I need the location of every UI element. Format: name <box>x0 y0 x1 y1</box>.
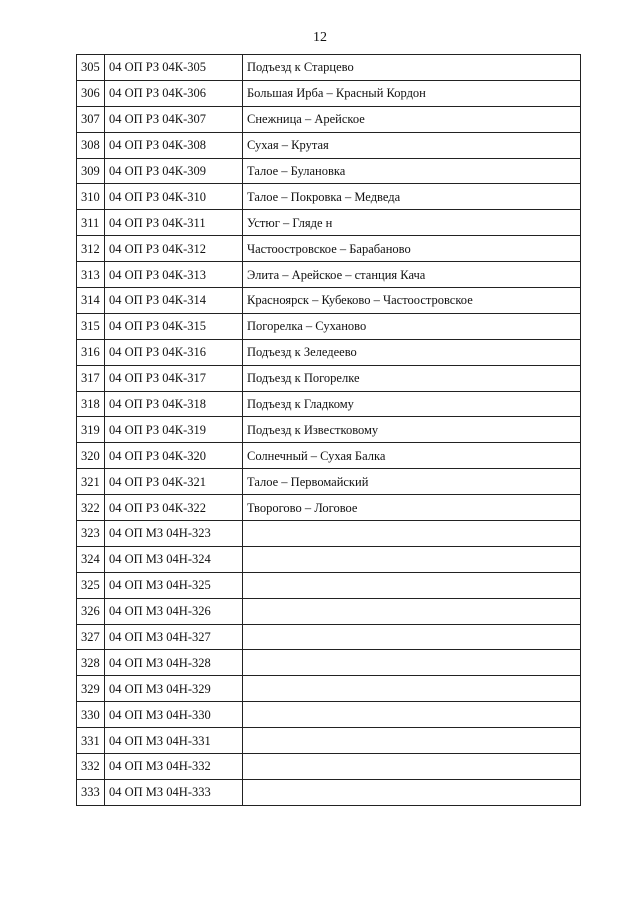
road-name: Подъезд к Известковому <box>243 417 581 443</box>
table-row <box>77 546 581 572</box>
row-number: 308 <box>77 132 105 158</box>
road-code: 04 ОП РЗ 04К-320 <box>105 443 243 469</box>
table-row <box>77 339 581 365</box>
table-row <box>77 779 581 805</box>
row-number: 322 <box>77 495 105 521</box>
row-number: 312 <box>77 236 105 262</box>
road-code: 04 ОП РЗ 04К-316 <box>105 339 243 365</box>
row-number: 318 <box>77 391 105 417</box>
road-code: 04 ОП РЗ 04К-309 <box>105 158 243 184</box>
road-code: 04 ОП РЗ 04К-317 <box>105 365 243 391</box>
table-row <box>77 417 581 443</box>
road-name: Талое – Покровка – Медведа <box>243 184 581 210</box>
row-number: 314 <box>77 288 105 314</box>
row-number: 309 <box>77 158 105 184</box>
table-row <box>77 469 581 495</box>
roads-table <box>76 54 581 806</box>
road-name: Солнечный – Сухая Балка <box>243 443 581 469</box>
road-name <box>243 624 581 650</box>
road-name: Снежница – Арейское <box>243 106 581 132</box>
row-number: 316 <box>77 339 105 365</box>
road-name <box>243 754 581 780</box>
row-number: 306 <box>77 80 105 106</box>
table-row <box>77 598 581 624</box>
road-code: 04 ОП РЗ 04К-305 <box>105 55 243 81</box>
road-code: 04 ОП МЗ 04Н-327 <box>105 624 243 650</box>
row-number: 330 <box>77 702 105 728</box>
road-code: 04 ОП МЗ 04Н-329 <box>105 676 243 702</box>
road-code: 04 ОП МЗ 04Н-330 <box>105 702 243 728</box>
table-row <box>77 313 581 339</box>
table-row <box>77 184 581 210</box>
road-name <box>243 676 581 702</box>
road-code: 04 ОП РЗ 04К-322 <box>105 495 243 521</box>
table-row <box>77 365 581 391</box>
table-row <box>77 236 581 262</box>
road-name <box>243 728 581 754</box>
table-row <box>77 702 581 728</box>
row-number: 328 <box>77 650 105 676</box>
row-number: 307 <box>77 106 105 132</box>
road-code: 04 ОП РЗ 04К-307 <box>105 106 243 132</box>
row-number: 315 <box>77 313 105 339</box>
row-number: 323 <box>77 521 105 547</box>
road-name: Талое – Первомайский <box>243 469 581 495</box>
road-code: 04 ОП РЗ 04К-321 <box>105 469 243 495</box>
table-row <box>77 521 581 547</box>
road-code: 04 ОП РЗ 04К-319 <box>105 417 243 443</box>
road-code: 04 ОП МЗ 04Н-324 <box>105 546 243 572</box>
road-name: Частоостровское – Барабаново <box>243 236 581 262</box>
table-row <box>77 106 581 132</box>
road-name <box>243 546 581 572</box>
road-name: Талое – Булановка <box>243 158 581 184</box>
road-code: 04 ОП РЗ 04К-318 <box>105 391 243 417</box>
row-number: 321 <box>77 469 105 495</box>
row-number: 327 <box>77 624 105 650</box>
road-name: Творогово – Логовое <box>243 495 581 521</box>
road-code: 04 ОП РЗ 04К-312 <box>105 236 243 262</box>
table-row <box>77 132 581 158</box>
table-row <box>77 158 581 184</box>
row-number: 326 <box>77 598 105 624</box>
table-row <box>77 262 581 288</box>
road-code: 04 ОП РЗ 04К-313 <box>105 262 243 288</box>
road-name: Элита – Арейское – станция Кача <box>243 262 581 288</box>
row-number: 311 <box>77 210 105 236</box>
road-name <box>243 521 581 547</box>
table-row <box>77 624 581 650</box>
road-name <box>243 572 581 598</box>
row-number: 305 <box>77 55 105 81</box>
road-name: Красноярск – Кубеково – Частоостровское <box>243 288 581 314</box>
table-row <box>77 80 581 106</box>
road-code: 04 ОП МЗ 04Н-325 <box>105 572 243 598</box>
road-name <box>243 598 581 624</box>
row-number: 331 <box>77 728 105 754</box>
roads-table-body <box>77 55 581 806</box>
page-number: 12 <box>313 30 327 45</box>
table-row <box>77 210 581 236</box>
road-name: Подъезд к Зеледеево <box>243 339 581 365</box>
row-number: 320 <box>77 443 105 469</box>
table-row <box>77 391 581 417</box>
row-number: 313 <box>77 262 105 288</box>
row-number: 329 <box>77 676 105 702</box>
road-code: 04 ОП РЗ 04К-311 <box>105 210 243 236</box>
table-row <box>77 288 581 314</box>
road-code: 04 ОП МЗ 04Н-332 <box>105 754 243 780</box>
row-number: 333 <box>77 779 105 805</box>
road-code: 04 ОП МЗ 04Н-333 <box>105 779 243 805</box>
road-name <box>243 779 581 805</box>
table-row <box>77 572 581 598</box>
row-number: 324 <box>77 546 105 572</box>
table-row <box>77 650 581 676</box>
road-code: 04 ОП РЗ 04К-308 <box>105 132 243 158</box>
table-row <box>77 676 581 702</box>
road-code: 04 ОП МЗ 04Н-328 <box>105 650 243 676</box>
table-row <box>77 443 581 469</box>
road-code: 04 ОП РЗ 04К-315 <box>105 313 243 339</box>
road-code: 04 ОП МЗ 04Н-331 <box>105 728 243 754</box>
table-row <box>77 728 581 754</box>
road-name: Большая Ирба – Красный Кордон <box>243 80 581 106</box>
row-number: 319 <box>77 417 105 443</box>
table-row <box>77 495 581 521</box>
table-row <box>77 55 581 81</box>
road-code: 04 ОП МЗ 04Н-323 <box>105 521 243 547</box>
row-number: 325 <box>77 572 105 598</box>
road-name: Подъезд к Старцево <box>243 55 581 81</box>
table-row <box>77 754 581 780</box>
road-name <box>243 650 581 676</box>
road-name: Устюг – Гляде н <box>243 210 581 236</box>
road-name: Погорелка – Суханово <box>243 313 581 339</box>
row-number: 332 <box>77 754 105 780</box>
road-name: Подъезд к Гладкому <box>243 391 581 417</box>
road-name: Подъезд к Погорелке <box>243 365 581 391</box>
row-number: 310 <box>77 184 105 210</box>
road-name <box>243 702 581 728</box>
road-code: 04 ОП РЗ 04К-306 <box>105 80 243 106</box>
road-code: 04 ОП МЗ 04Н-326 <box>105 598 243 624</box>
road-code: 04 ОП РЗ 04К-314 <box>105 288 243 314</box>
road-name: Сухая – Крутая <box>243 132 581 158</box>
row-number: 317 <box>77 365 105 391</box>
road-code: 04 ОП РЗ 04К-310 <box>105 184 243 210</box>
